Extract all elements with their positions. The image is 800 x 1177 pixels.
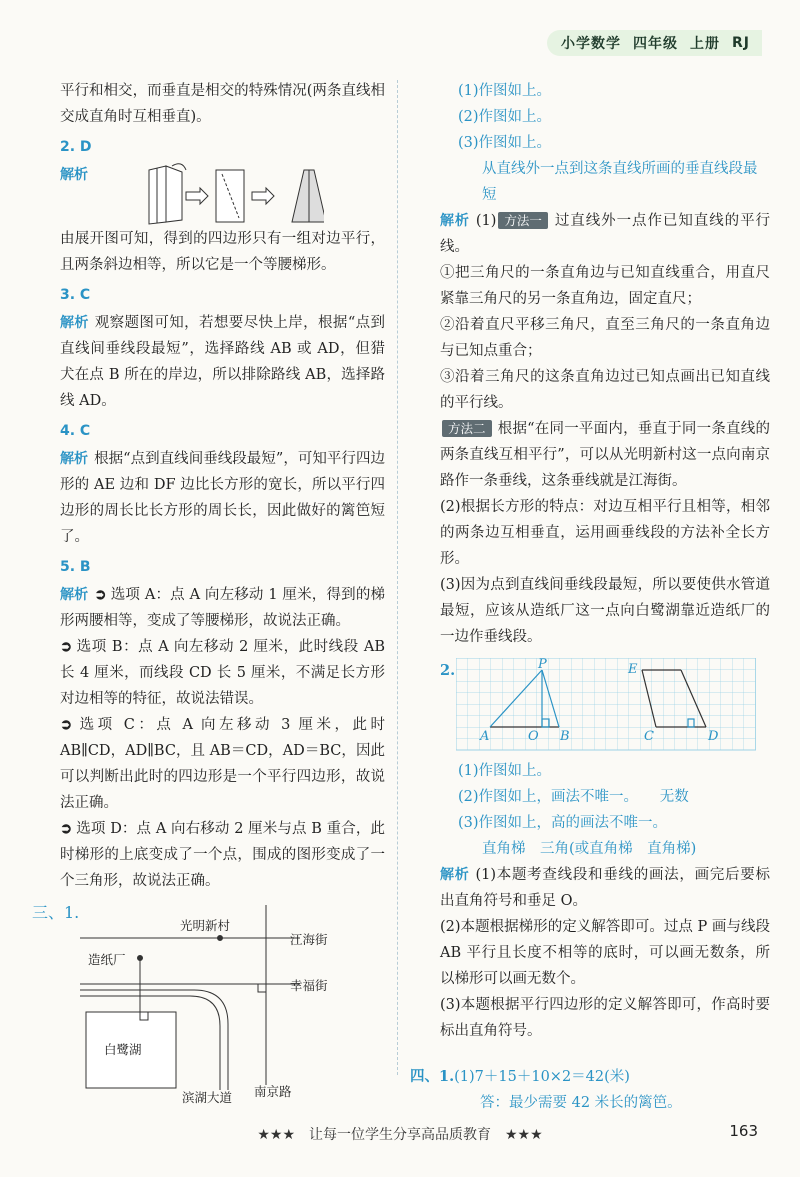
- map-label-zaozhichang: 造纸厂: [88, 952, 126, 967]
- q5-option-c: [60, 712, 385, 816]
- header-badge: [547, 30, 762, 56]
- r3-conclusion: 从直线外一点到这条直线所画的垂直线段最短: [482, 161, 758, 203]
- q2-answer: 2. D: [60, 139, 92, 155]
- map-label-guangming: 光明新村: [180, 918, 231, 933]
- q3-tag: 解析: [60, 315, 89, 331]
- q2-label: 2.: [440, 662, 456, 679]
- q2-a3-ans: 直角梯 三角(或直角梯 直角梯): [482, 841, 697, 857]
- pt-B: B: [560, 729, 570, 744]
- left-column: [60, 78, 385, 894]
- q4-answer: 4. C: [60, 423, 91, 439]
- q2-a1: (1)作图如上。: [458, 763, 552, 779]
- folding-figure: [94, 162, 324, 226]
- section4: [410, 1064, 682, 1116]
- q2-a3: (3)作图如上，高的画法不唯一。: [458, 815, 668, 831]
- option-a-text: 选项 A：点 A 向左移动 1 厘米，得到的梯形两腰相等，变成了等腰梯形，故说法正确。: [60, 587, 385, 629]
- map-figure: [70, 900, 380, 1105]
- q2-figure-row: [60, 162, 385, 226]
- q2-a2-text: (2)作图如上，画法不唯一。: [458, 789, 631, 805]
- method2-text: 根据“在同一平面内，垂直于同一条直线的两条直线互相平行”，可以从光明新村这一点向南京路作一条垂线，这条垂线就是江海街。: [440, 421, 770, 489]
- section4-answer: 答：最少需要 42 米长的篱笆。: [480, 1095, 682, 1111]
- q2-a2: [440, 784, 770, 810]
- exp-num: (1): [475, 213, 497, 229]
- q3-text: 观察题图可知，若想要尽快上岸，根据“点到直线间垂线段最短”，选择路线 AB 或 AD，但猎犬在点 B 所在的岸边，所以排除路线 AB，选择路线 AD。: [60, 315, 386, 409]
- exp-part3: (3)因为点到直线间垂线段最短，所以要使供水管道最短，应该从造纸厂这一点向白鹭湖靠近造纸厂的一边作垂线段。: [440, 577, 770, 645]
- pt-O: O: [528, 729, 539, 744]
- map-label-xingfu: 幸福街: [290, 978, 328, 993]
- q2-exp2: (2)本题根据梯形的定义解答即可。过点 P 画与线段 AB 平行且长度不相等的底时，可以画无数条，所以梯形可以画无数个。: [440, 919, 770, 987]
- pt-P: P: [538, 658, 547, 672]
- r2: (2)作图如上。: [458, 109, 552, 125]
- footer-slogan: ★★★ 让每一位学生分享高品质教育 ★★★: [257, 1127, 543, 1143]
- q5-option-b: [60, 634, 385, 712]
- option-d-text: 选项 D：点 A 向右移动 2 厘米与点 B 重合，此时梯形的上底变成了一个点，围成的图形变成了一个三角形，故说法正确。: [60, 821, 385, 889]
- arrow-icon: ➲: [60, 638, 73, 655]
- q2-explanation: 由展开图可知，得到的四边形只有一组对边平行，且两条斜边相等，所以它是一个等腰梯形。: [60, 231, 385, 273]
- pt-E: E: [628, 662, 638, 677]
- map-label-bailuhu: 白鹭湖: [104, 1042, 142, 1057]
- right-column: [440, 78, 770, 1044]
- method1-badge: 方法一: [498, 212, 548, 229]
- q2-row: [440, 658, 770, 758]
- arrow-icon: ➲: [60, 716, 73, 733]
- step-1: ①把三角尺的一条直角边与已知直线重合，用直尺紧靠三角尺的另一条直角边，固定直尺；: [440, 265, 770, 307]
- q4-text: 根据“点到直线间垂线段最短”，可知平行四边形的 AE 边和 DF 边比长方形的宽长，所以平行四边形的周长比长方形的周长长，因此做好的篱笆短了。: [60, 451, 385, 545]
- column-divider: [397, 80, 398, 1075]
- pt-A: A: [480, 729, 490, 744]
- arrow-icon: ➲: [94, 586, 107, 603]
- volume: 上册: [690, 36, 720, 52]
- option-b-text: 选项 B：点 A 向左移动 2 厘米，此时线段 AB 长 4 厘米，而线段 CD 长 5 厘米，不满足长方形对边相等的特征，故说法错误。: [60, 639, 385, 707]
- method1-text: 过直线外一点作已知直线的平行线。: [440, 213, 771, 255]
- q5-answer: 5. B: [60, 559, 91, 575]
- q3-answer: 3. C: [60, 287, 91, 303]
- intro-text: 平行和相交，而垂直是相交的特殊情况(两条直线相交成直角时互相垂直)。: [60, 83, 385, 125]
- map-label-nanjing: 南京路: [254, 1084, 292, 1099]
- exp-method1: [440, 208, 770, 260]
- q3-explanation: [60, 310, 385, 414]
- exp-part2: (2)根据长方形的特点：对边互相平行且相等，相邻的两条边互相垂直，运用画垂线段的方法补全长方形。: [440, 499, 770, 567]
- exp-method2: [440, 416, 770, 494]
- q2-e1-text: (1)本题考查线段和垂线的画法，画完后要标出直角符号和垂足 O。: [440, 867, 770, 909]
- q2-exp-tag: 解析: [440, 867, 470, 883]
- map-label-jianghai: 江海街: [290, 932, 328, 947]
- subject: 小学数学: [561, 36, 621, 52]
- section3-label: 三、1.: [32, 903, 80, 922]
- method2-badge: 方法二: [442, 420, 492, 437]
- q5-option-d: [60, 816, 385, 894]
- pt-C: C: [644, 729, 654, 744]
- section4-calc: (1)7＋15＋10×2＝42(米): [454, 1069, 630, 1085]
- q2-tag: 解析: [60, 167, 88, 183]
- page-number: 163: [729, 1122, 758, 1140]
- q4-tag: 解析: [60, 451, 89, 467]
- grade: 四年级: [633, 36, 678, 52]
- grid-figure: [456, 658, 756, 758]
- map-label-binhu: 滨湖大道: [182, 1090, 233, 1105]
- q2-exp1: [440, 862, 770, 914]
- pt-D: D: [708, 729, 719, 744]
- step-3: ③沿着三角尺的这条直角边过已知点画出已知直线的平行线。: [440, 369, 770, 411]
- q5-tag: 解析: [60, 587, 89, 603]
- q5-option-a: [60, 582, 385, 634]
- r3: (3)作图如上。: [458, 135, 552, 151]
- option-c-text: 选项 C：点 A 向左移动 3 厘米，此时 AB∥CD，AD∥BC，且 AB＝CD，AD＝BC，因此可以判断出此时的四边形是一个平行四边形，故说法正确。: [60, 717, 385, 811]
- step-2: ②沿着直尺平移三角尺，直至三角尺的一条直角边与已知点重合；: [440, 317, 770, 359]
- q4-explanation: [60, 446, 385, 550]
- section4-label: 四、1.: [410, 1068, 455, 1085]
- edition: RJ: [732, 35, 750, 51]
- q2-exp3: (3)本题根据平行四边形的定义解答即可，作高时要标出直角符号。: [440, 997, 770, 1039]
- exp-tag: 解析: [440, 213, 470, 229]
- arrow-icon: ➲: [60, 820, 73, 837]
- r1: (1)作图如上。: [458, 83, 552, 99]
- q2-a2-ans: 无数: [659, 789, 689, 805]
